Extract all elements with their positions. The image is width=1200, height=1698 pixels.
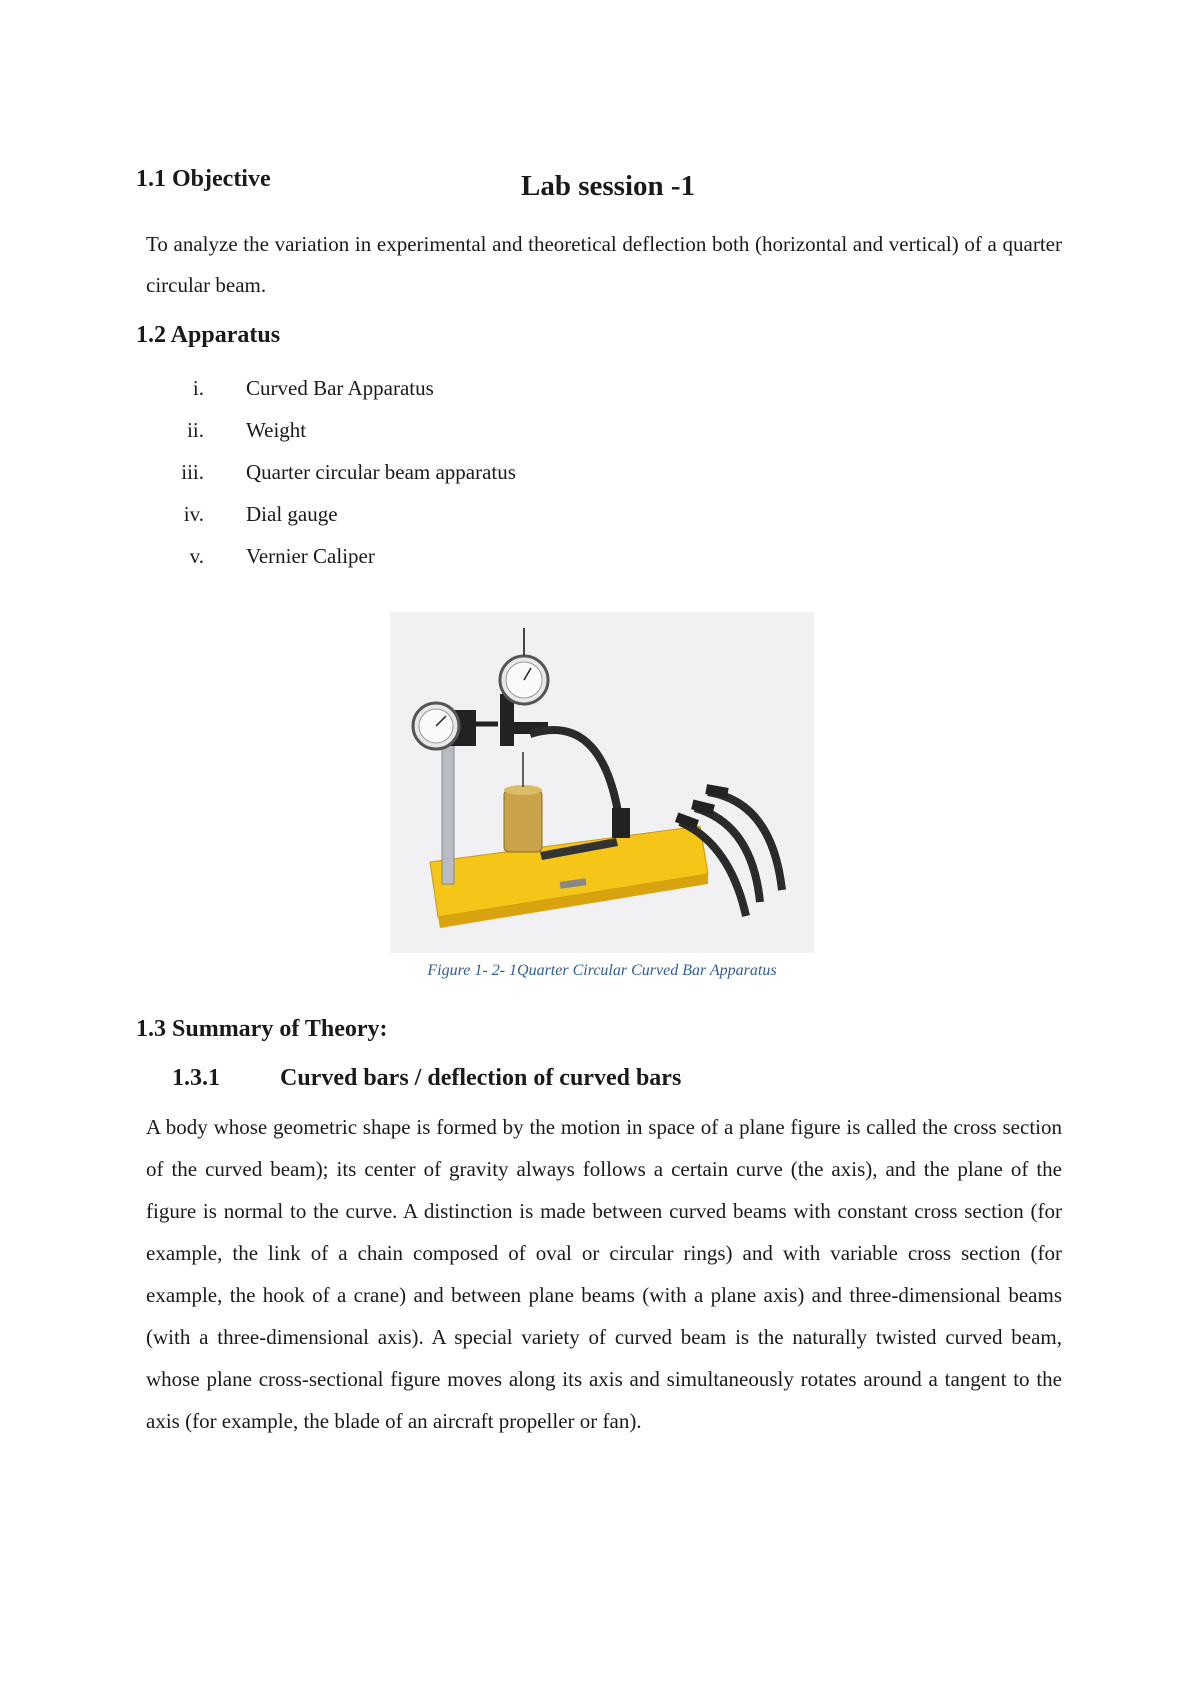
page-title: Lab session -1 xyxy=(521,170,696,202)
subsection-title: Curved bars / deflection of curved bars xyxy=(280,1065,682,1091)
curved-bar-apparatus-illustration xyxy=(390,612,814,953)
figure-caption: Figure 1- 2- 1Quarter Circular Curved Bar Apparatus xyxy=(427,962,777,979)
objective-heading: 1.1 Objective xyxy=(136,166,271,192)
list-item-number: iii. xyxy=(181,460,204,484)
list-item-number: v. xyxy=(189,544,204,568)
subsection-number: 1.3.1 xyxy=(172,1065,220,1091)
list-item-number: iv. xyxy=(183,502,204,526)
list-item-label: Vernier Caliper xyxy=(246,544,375,568)
objective-text: To analyze the variation in experimental and theoretical deflection both (horizontal and vertical) of a quarter circular beam. xyxy=(146,232,1062,297)
list-item-label: Curved Bar Apparatus xyxy=(246,376,434,400)
list-item-label: Dial gauge xyxy=(246,502,338,526)
list-item-number: i. xyxy=(192,376,204,400)
list-item-number: ii. xyxy=(187,418,204,442)
list-item-label: Quarter circular beam apparatus xyxy=(246,460,516,484)
theory-heading: 1.3 Summary of Theory: xyxy=(136,1016,388,1042)
apparatus-figure xyxy=(390,612,814,953)
apparatus-heading: 1.2 Apparatus xyxy=(136,322,281,348)
list-item-label: Weight xyxy=(246,418,307,442)
theory-paragraph: A body whose geometric shape is formed by the motion in space of a plane figure is called the cross section of the curved beam); its center of gravity always follows a certain curve (the axis), and the plane of the figure is normal to the curve. A distinction is made between curved beams with constant cross section (for example, the link of a chain composed of oval or circular rings) and with variable cross section (for example, the hook of a crane) and between plane beams (with a plane axis) and three-dimensional beams (with a three-dimensional axis). A special variety of curved beam is the naturally twisted curved beam, whose plane cross-sectional figure moves along its axis and simultaneously rotates around a tangent to the axis (for example, the blade of an aircraft propeller or fan). xyxy=(146,1115,1062,1433)
